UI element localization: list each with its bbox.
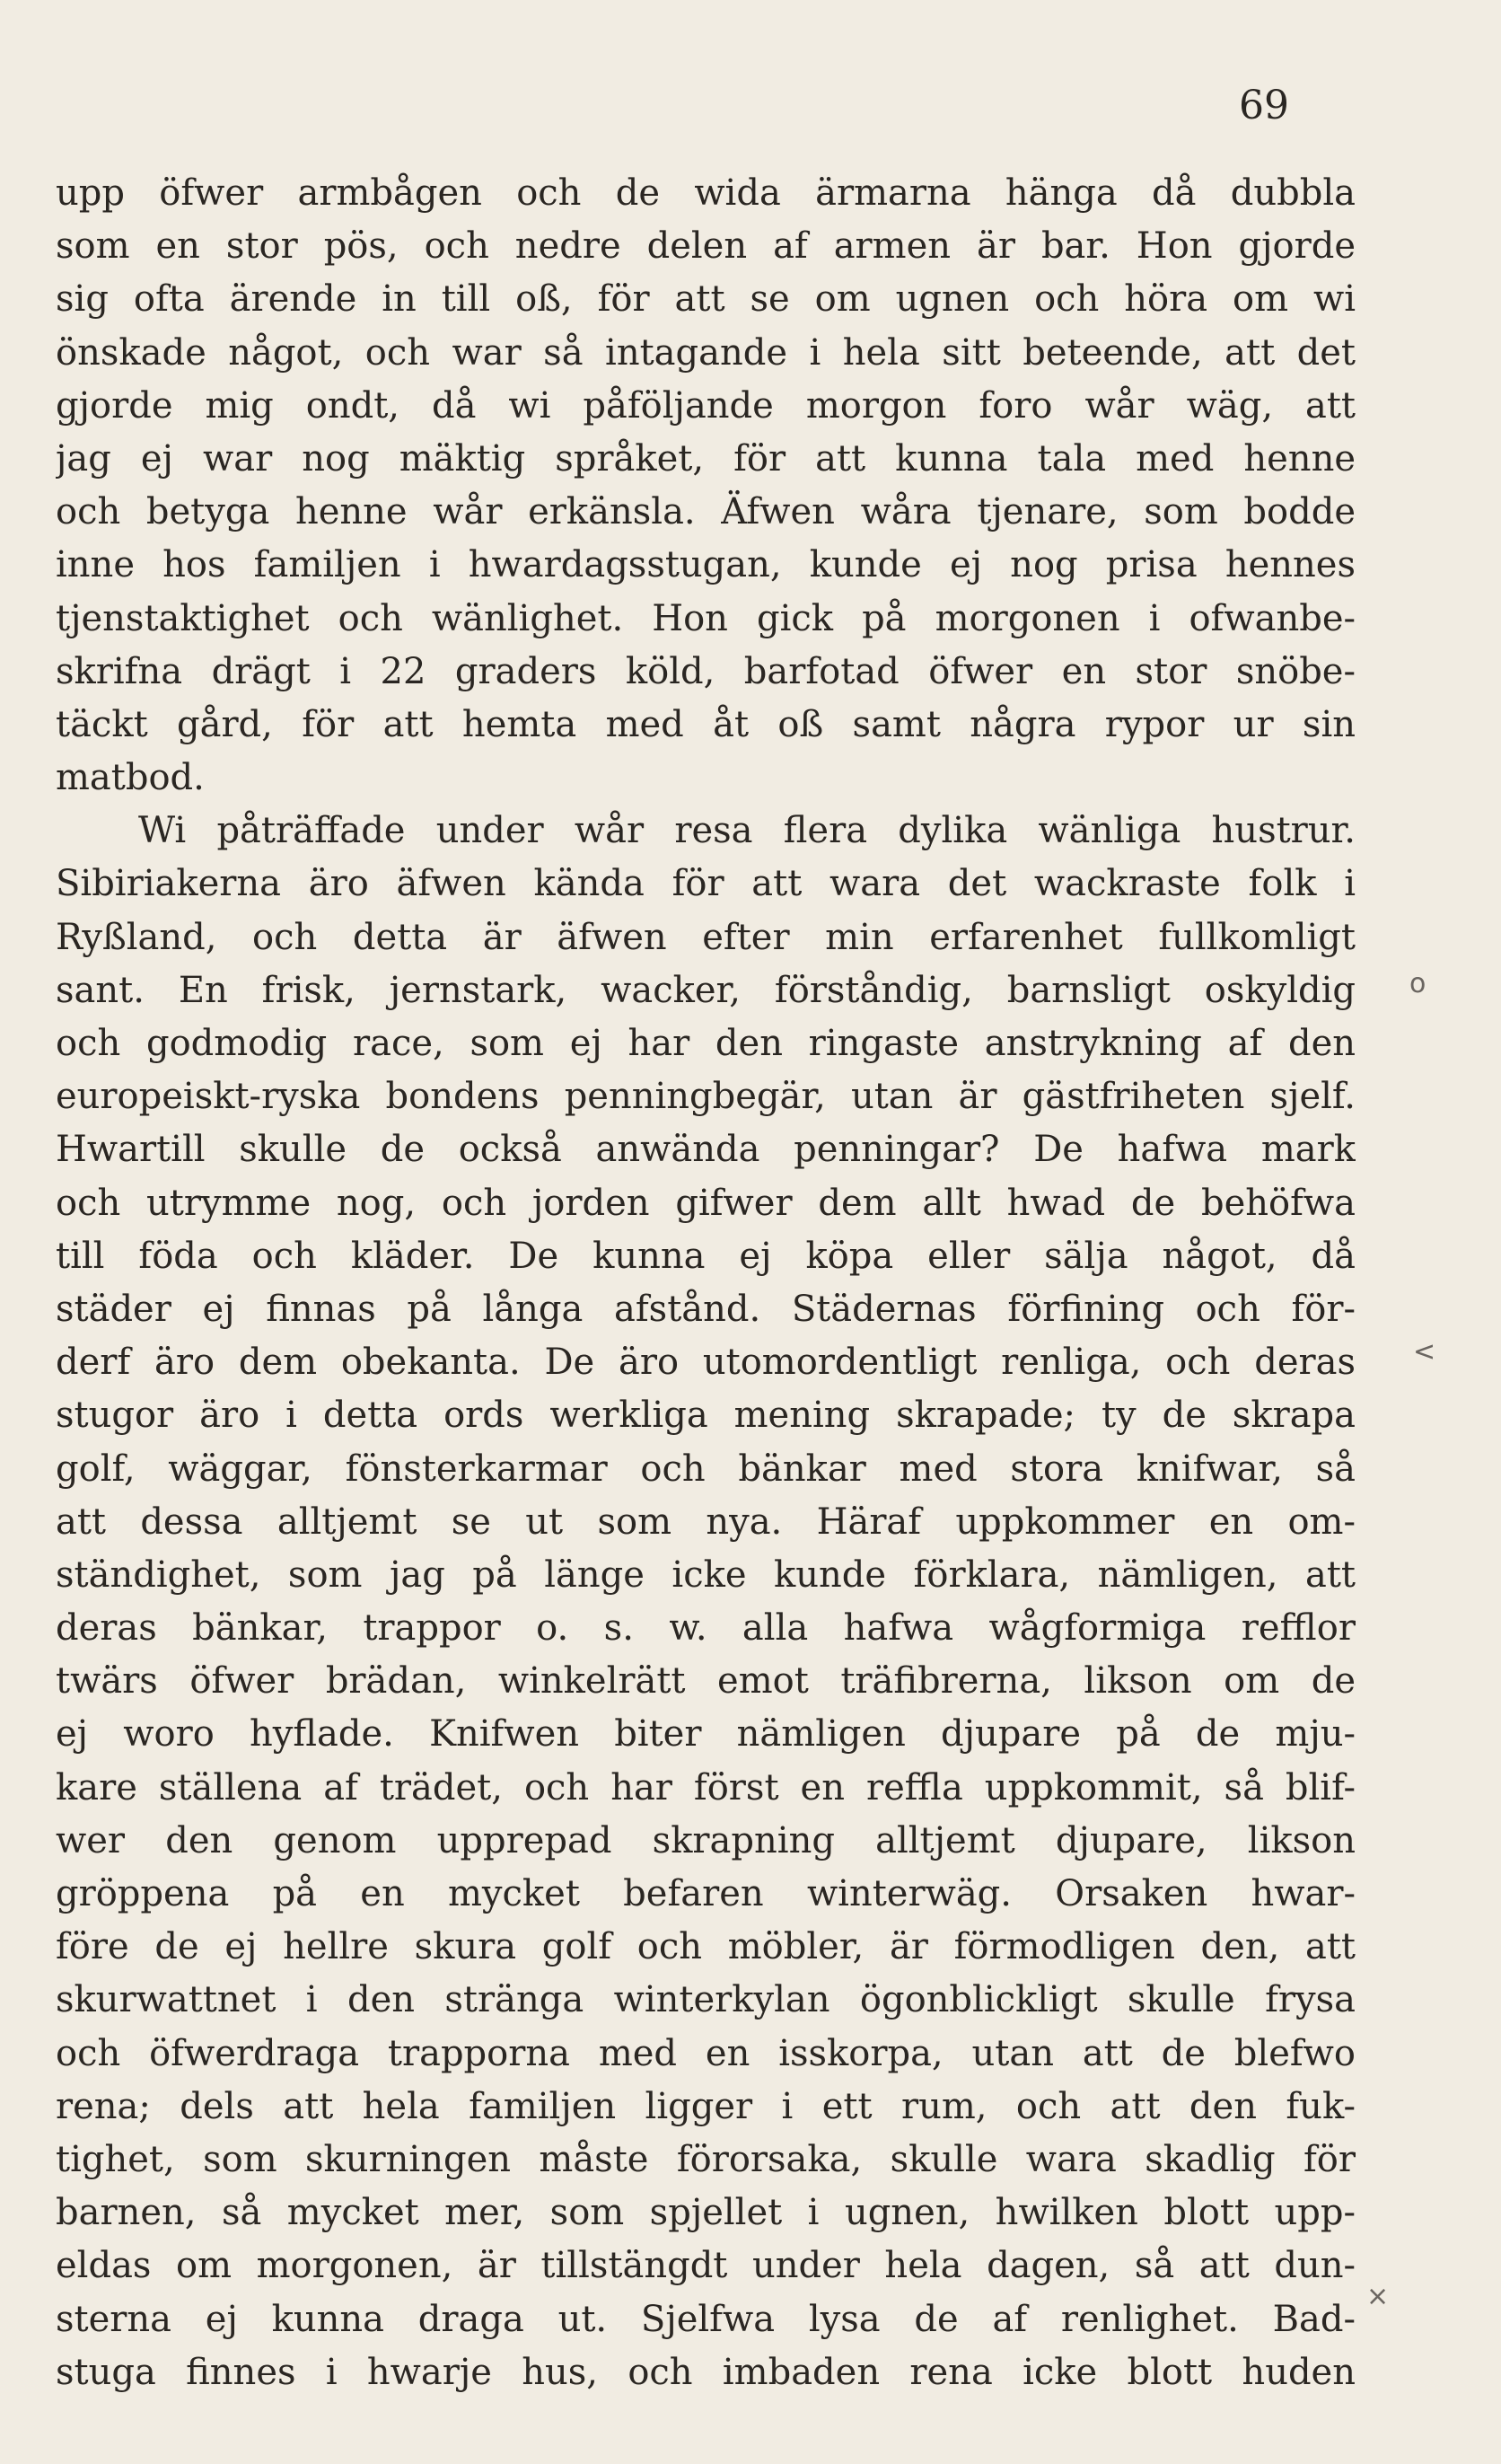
text-line: före de ej hellre skura golf och möbler, är förmodligen den, att [56,1926,1356,1968]
text-line: städer ej finnas på långa afstånd. Städernas förfining och för- [56,1288,1356,1330]
margin-pencil-mark: < [1413,1336,1436,1368]
text-line: Ryßland, och detta är äfwen efter min erfarenhet fullkomligt [56,916,1356,958]
text-line: och godmodig race, som ej har den ringaste anstrykning af den [56,1023,1356,1064]
text-line: stugor äro i detta ords werkliga mening skrapade; ty de skrapa [56,1395,1356,1437]
text-line: Sibiriakerna äro äfwen kända för att wara det wackraste folk i [56,863,1356,905]
text-line: och utrymme nog, och jorden gifwer dem allt hwad de behöfwa [56,1182,1356,1224]
text-line: tjenstaktighet och wänlighet. Hon gick på morgonen i ofwanbe- [56,597,1356,639]
text-line: täckt gård, för att hemta med åt oß samt några rypor ur sin [56,703,1356,745]
text-line: derf äro dem obekanta. De äro utomordentligt renliga, och deras [56,1342,1356,1384]
text-line: ej woro hyflade. Knifwen biter nämligen djupare på de mju- [56,1713,1356,1756]
text-line: kare ställena af trädet, och har först en reffla uppkommit, så blif- [56,1766,1356,1808]
text-line: sterna ej kunna draga ut. Sjelfwa lysa de af renlighet. Bad- [56,2298,1356,2340]
text-line: europeiskt-ryska bondens penningbegär, utan är gästfriheten sjelf. [56,1076,1356,1118]
paragraph-start-line: Wi påträffade under wår resa flera dylika wänliga hustrur. [138,810,1356,852]
text-line: och betyga henne wår erkänsla. Äfwen wåra tjenare, som bodde [56,491,1356,533]
text-line: sig ofta ärende in till oß, för att se om ugnen och höra om wi [56,278,1356,321]
text-line: skrifna drägt i 22 graders köld, barfotad öfwer en stor snöbe- [56,650,1356,692]
text-line: inne hos familjen i hwardagsstugan, kunde ej nog prisa hennes [56,544,1356,586]
text-line: sant. En frisk, jernstark, wacker, förståndig, barnsligt oskyldig [56,969,1356,1011]
text-line: upp öfwer armbågen och de wida ärmarna hänga då dubbla [56,172,1356,214]
text-line: som en stor pös, och nedre delen af armen är bar. Hon gjorde [56,225,1356,268]
text-line: skurwattnet i den stränga winterkylan ögonblickligt skulle frysa [56,1979,1356,2021]
text-line: gjorde mig ondt, då wi påföljande morgon foro wår wäg, att [56,384,1356,427]
text-line: golf, wäggar, fönsterkarmar och bänkar med stora knifwar, så [56,1448,1356,1490]
body-text [56,167,1356,2399]
text-line: deras bänkar, trappor o. s. w. alla hafwa wågformiga refflor [56,1607,1356,1650]
text-line: gröppena på en mycket befaren winterwäg. Orsaken hwar- [56,1873,1356,1914]
text-line: eldas om morgonen, är tillstängdt under hela dagen, så att dun- [56,2245,1356,2287]
paragraph-end-line: matbod. [56,757,205,799]
text-line: wer den genom upprepad skrapning alltjemt djupare, likson [56,1819,1356,1861]
text-line: twärs öfwer brädan, winkelrätt emot träfibrerna, likson om de [56,1660,1356,1703]
margin-pencil-mark: × [1366,2281,1390,2312]
text-line: och öfwerdraga trapporna med en isskorpa, utan att de blefwo [56,2032,1356,2074]
text-line: stuga finnes i hwarje hus, och imbaden rena icke blott huden [56,2351,1356,2393]
text-line: ständighet, som jag på länge icke kunde förklara, nämligen, att [56,1553,1356,1596]
text-line: önskade något, och war så intagande i hela sitt beteende, att det [56,331,1356,374]
text-line: tighet, som skurningen måste förorsaka, skulle wara skadlig för [56,2138,1356,2180]
page-number: 69 [1239,83,1289,128]
text-line: till föda och kläder. De kunna ej köpa eller sälja något, då [56,1235,1356,1277]
margin-pencil-mark: o [1409,968,1426,999]
text-line: Hwartill skulle de också anwända penningar? De hafwa mark [56,1129,1356,1171]
text-line: jag ej war nog mäktig språket, för att kunna tala med henne [56,437,1356,480]
text-line: rena; dels att hela familjen ligger i ett rum, och att den fuk- [56,2085,1356,2127]
text-line: att dessa alltjemt se ut som nya. Häraf uppkommer en om- [56,1500,1356,1543]
text-line: barnen, så mycket mer, som spjellet i ugnen, hwilken blott upp- [56,2192,1356,2234]
